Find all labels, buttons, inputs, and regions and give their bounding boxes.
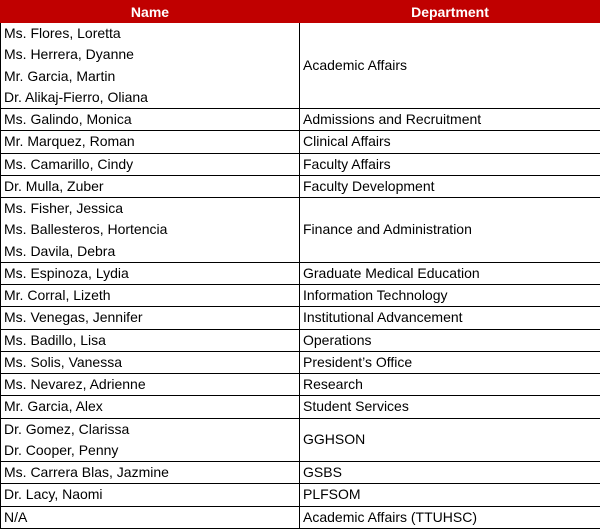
department-cell: Clinical Affairs	[300, 131, 600, 153]
table-row	[1, 262, 600, 284]
table-row	[1, 307, 600, 329]
department-cell: Information Technology	[300, 285, 600, 307]
table-row	[1, 329, 600, 351]
table-row	[1, 418, 600, 462]
department-cell: Research	[300, 374, 600, 396]
table-row	[1, 198, 600, 263]
person-name: Ms. Carrera Blas, Jazmine	[4, 462, 296, 483]
person-name: Mr. Garcia, Martin	[4, 66, 296, 87]
table-row	[1, 23, 600, 109]
department-cell: Finance and Administration	[300, 198, 600, 263]
person-name: Ms. Galindo, Monica	[4, 109, 296, 130]
table-row	[1, 131, 600, 153]
name-cell	[1, 418, 300, 462]
department-cell: Faculty Affairs	[300, 153, 600, 175]
person-name: Ms. Espinoza, Lydia	[4, 263, 296, 284]
table-row	[1, 175, 600, 197]
person-name: Ms. Venegas, Jennifer	[4, 307, 296, 328]
department-cell: President’s Office	[300, 351, 600, 373]
name-cell	[1, 329, 300, 351]
name-cell	[1, 506, 300, 528]
table-body	[1, 23, 600, 529]
department-cell: Institutional Advancement	[300, 307, 600, 329]
table-row	[1, 462, 600, 484]
person-name: Dr. Gomez, Clarissa	[4, 419, 296, 440]
person-name: Ms. Solis, Vanessa	[4, 352, 296, 373]
name-cell	[1, 262, 300, 284]
table-row	[1, 484, 600, 506]
person-name: Dr. Cooper, Penny	[4, 440, 296, 461]
department-cell: PLFSOM	[300, 484, 600, 506]
table-row	[1, 396, 600, 418]
name-cell	[1, 462, 300, 484]
person-name: Mr. Marquez, Roman	[4, 131, 296, 152]
table-row	[1, 153, 600, 175]
name-cell	[1, 285, 300, 307]
name-column-header: Name	[1, 1, 300, 23]
name-cell	[1, 307, 300, 329]
department-cell: GGHSON	[300, 418, 600, 462]
department-cell: Student Services	[300, 396, 600, 418]
name-cell	[1, 198, 300, 263]
header-row	[1, 1, 600, 23]
department-cell: Academic Affairs (TTUHSC)	[300, 506, 600, 528]
person-name: Ms. Fisher, Jessica	[4, 198, 296, 219]
person-name: Ms. Herrera, Dyanne	[4, 44, 296, 65]
person-name: Dr. Mulla, Zuber	[4, 176, 296, 197]
department-cell: Faculty Development	[300, 175, 600, 197]
name-cell	[1, 351, 300, 373]
department-cell: Graduate Medical Education	[300, 262, 600, 284]
person-name: Ms. Flores, Loretta	[4, 23, 296, 44]
department-cell: Admissions and Recruitment	[300, 109, 600, 131]
department-cell: GSBS	[300, 462, 600, 484]
department-column-header: Department	[300, 1, 600, 23]
name-cell	[1, 484, 300, 506]
person-name: Ms. Badillo, Lisa	[4, 330, 296, 351]
name-cell	[1, 396, 300, 418]
name-cell	[1, 175, 300, 197]
person-name: Ms. Davila, Debra	[4, 241, 296, 262]
name-cell	[1, 153, 300, 175]
name-cell	[1, 374, 300, 396]
person-name: N/A	[4, 507, 296, 528]
person-name: Mr. Corral, Lizeth	[4, 285, 296, 306]
name-cell	[1, 23, 300, 109]
person-name: Ms. Camarillo, Cindy	[4, 154, 296, 175]
table-row	[1, 351, 600, 373]
table-row	[1, 285, 600, 307]
person-name: Mr. Garcia, Alex	[4, 396, 296, 417]
person-name: Ms. Nevarez, Adrienne	[4, 374, 296, 395]
table-row	[1, 506, 600, 528]
table-row	[1, 374, 600, 396]
person-name: Dr. Lacy, Naomi	[4, 484, 296, 505]
person-name: Ms. Ballesteros, Hortencia	[4, 219, 296, 240]
department-cell: Operations	[300, 329, 600, 351]
table-row	[1, 109, 600, 131]
name-cell	[1, 131, 300, 153]
department-cell: Academic Affairs	[300, 23, 600, 109]
name-cell	[1, 109, 300, 131]
person-name: Dr. Alikaj-Fierro, Oliana	[4, 87, 296, 108]
